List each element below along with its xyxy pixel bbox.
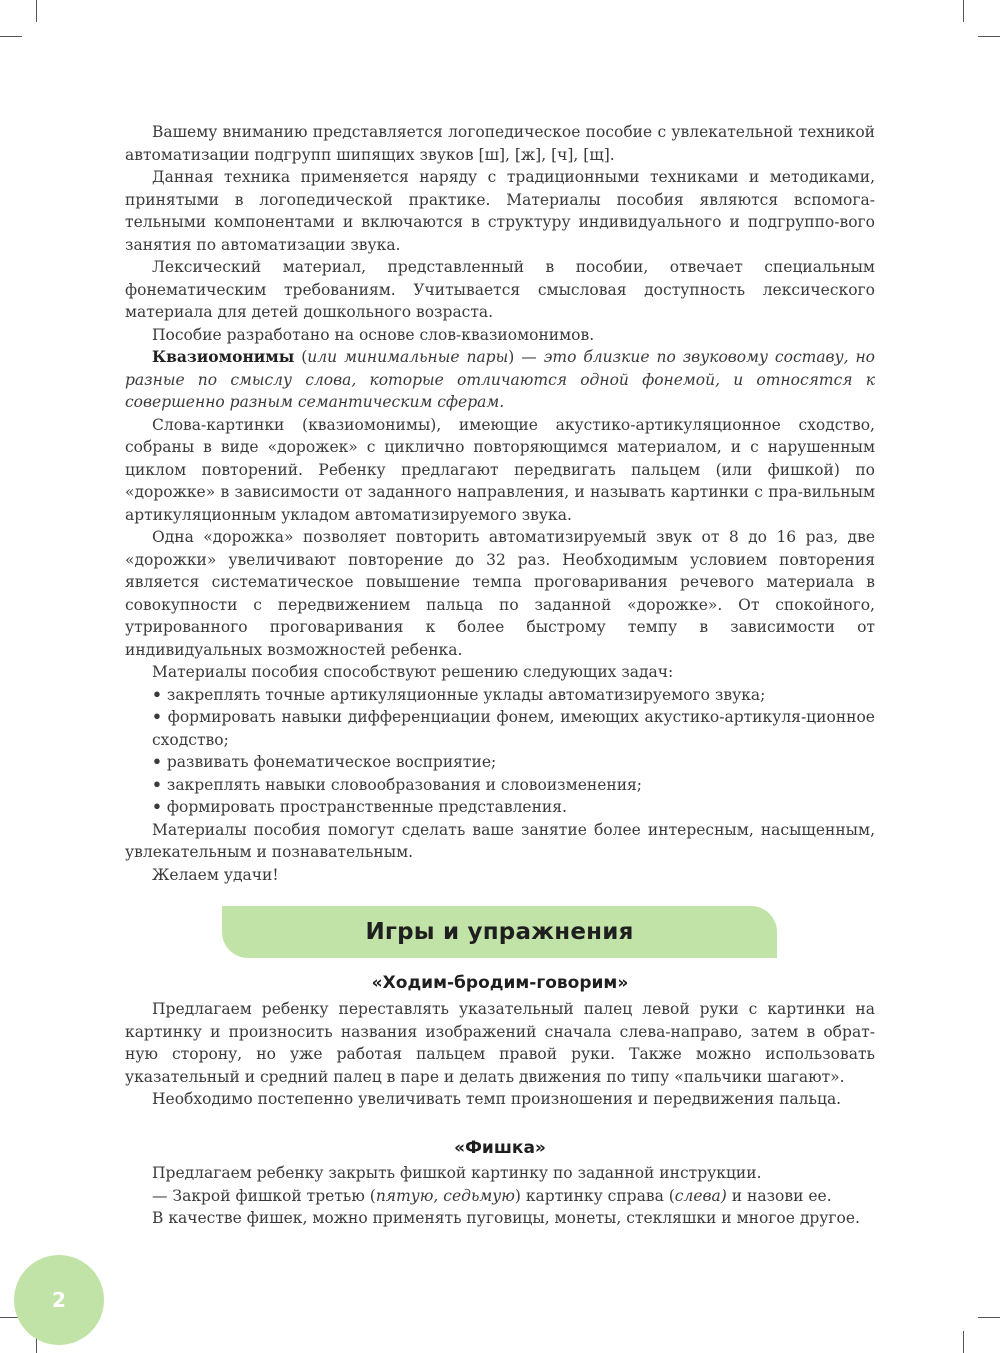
list-item — [125, 796, 875, 819]
game-chip-text — [125, 1162, 875, 1230]
definition-text: это близкие по звуковому составу, но разные по смыслу слова, которые отличаются одной фонемой, и относятся к совершенно разным семантическим сферам. — [125, 348, 875, 411]
section-title: Игры и упражнения — [365, 919, 634, 945]
text-run-italic: пятую, седьмую — [375, 1186, 515, 1205]
list-item — [125, 706, 875, 751]
text-run: и назови ее. — [726, 1186, 832, 1205]
crop-mark — [963, 0, 964, 22]
intro-paragraph-7: Одна «дорожка» позволяет повторить автоматизируемый звук от 8 до 16 раз, две «дорожки» увеличивают повторение до 32 раз. Необходимым условием повторения является систематическое повышение темпа проговаривания речевого материала в совокупности с передвижением пальца по заданной «дорожке». От спокойного, утрированного проговаривания к более быстрому темпу в зависимости от индивидуальных возможностей ребенка. — [125, 528, 875, 659]
list-item-text: формировать навыки дифференциации фонем, имеющих акустико-артикуля-ционное сходство; — [152, 708, 875, 749]
intro-paragraph-2: Данная техника применяется наряду с традиционными техниками и методиками, принятыми в логопедической практике. Материалы пособия являются вспомога-тельными компонентами и включаются в структуру индивидуального и подгруппо-вого занятия по автоматизации звука. — [125, 168, 875, 254]
list-item-text: формировать пространственные представления. — [166, 798, 567, 816]
game-walk-paragraph-2: Необходимо постепенно увеличивать темп произношения и передвижения пальца. — [152, 1090, 842, 1108]
list-item — [125, 684, 875, 707]
game-title-chip: «Фишка» — [454, 1138, 546, 1158]
intro-text — [125, 121, 875, 886]
list-item-text: закреплять точные артикуляционные уклады автоматизируемого звука; — [166, 685, 766, 704]
bullet-mark: • — [152, 797, 162, 816]
bullet-mark: • — [152, 774, 162, 794]
definition-paren-close: ) — — [508, 348, 544, 366]
definition-term: Квазиомонимы — [152, 347, 295, 366]
bullet-mark: • — [152, 752, 162, 771]
game-chip-paragraph-1: Предлагаем ребенку закрыть фишкой картинку по заданной инструкции. — [152, 1164, 762, 1182]
bullet-mark: • — [152, 707, 162, 726]
crop-mark — [978, 36, 1000, 37]
game-walk-paragraph-1: Предлагаем ребенку переставлять указательный палец левой руки с картинки на картинку и произносить названия изображений сначала слева-направо, затем в обрат-ную сторону, но уже работая пальцем правой руки. Также можно использовать указательный и средний палец в паре и делать движения по типу «пальчики шагают». — [125, 1000, 875, 1086]
page-number: 2 — [52, 1288, 66, 1312]
text-run: — Закрой фишкой третью ( — [152, 1186, 376, 1205]
text-run: ) картинку справа ( — [514, 1186, 675, 1205]
intro-paragraph-3: Лексический материал, представленный в пособии, отвечает специальным фонематическим требованиям. Учитывается смысловая доступность лексического материала для детей дошкольного возраста. — [125, 258, 875, 321]
intro-paragraph-6: Слова-картинки (квазиомонимы), имеющие акустико-артикуляционное сходство, собраны в виде «дорожек» с циклично повторяющимся материалом, и с нарушенным циклом повторений. Ребенку предлагают передвигать пальцем (или фишкой) по «дорожке» в зависимости от заданного направления, и называть картинки с пра-вильным артикуляционным укладом автоматизируемого звука. — [125, 415, 875, 524]
game-walk-text — [125, 998, 875, 1111]
intro-paragraph-9: Материалы пособия помогут сделать ваше занятие более интересным, насыщенным, увлекательным и познавательным. — [125, 820, 875, 861]
definition-alt: или минимальные пары — [307, 348, 509, 366]
list-item — [125, 774, 875, 797]
text-run-italic: слева) — [674, 1186, 727, 1205]
game-chip-paragraph-2 — [125, 1185, 875, 1208]
game-title-walk: «Ходим-бродим-говорим» — [371, 973, 629, 993]
crop-mark — [978, 1317, 1000, 1318]
crop-mark — [36, 0, 37, 22]
intro-paragraph-4: Пособие разработано на основе слов-квазиомонимов. — [152, 325, 595, 344]
bullet-mark: • — [152, 684, 162, 704]
list-item-text: развивать фонематическое восприятие; — [166, 753, 497, 771]
crop-mark — [0, 36, 22, 37]
list-item-text: закреплять навыки словообразования и словоизменения; — [166, 775, 643, 794]
definition-paragraph — [125, 346, 875, 414]
definition-paren-open: ( — [294, 348, 308, 366]
section-banner — [222, 906, 777, 958]
crop-mark — [963, 1331, 964, 1353]
intro-paragraph-8: Материалы пособия способствуют решению следующих задач: — [152, 663, 674, 681]
page-number-badge — [14, 1255, 104, 1345]
list-item — [125, 751, 875, 774]
intro-paragraph-1: Вашему вниманию представляется логопедическое пособие с увлекательной техникой автоматизации подгрупп шипящих звуков [ш], [ж], [ч], [щ]. — [125, 123, 875, 164]
game-chip-paragraph-3: В качестве фишек, можно применять пуговицы, монеты, стекляшки и многое другое. — [152, 1209, 860, 1227]
intro-paragraph-10: Желаем удачи! — [152, 865, 279, 884]
